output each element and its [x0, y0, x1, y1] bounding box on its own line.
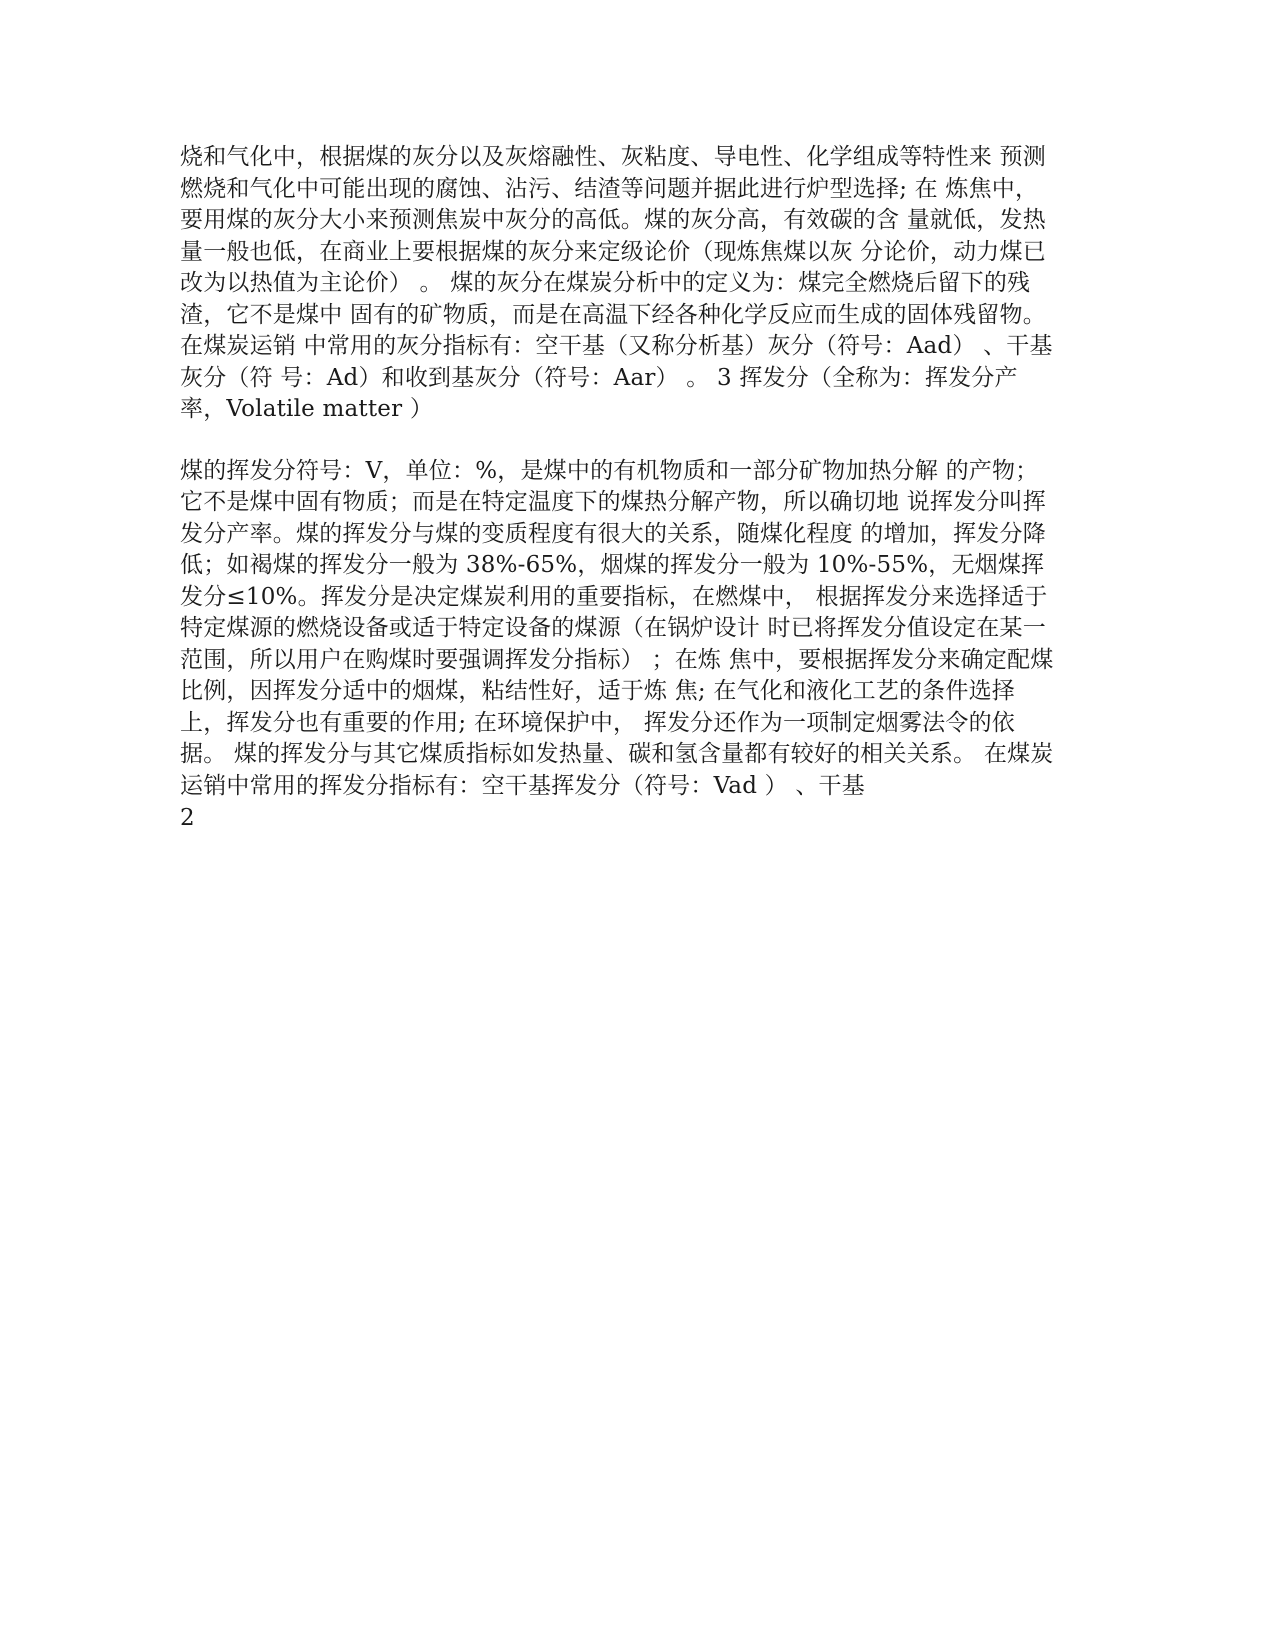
paragraph-ash-content: 烧和气化中，根据煤的灰分以及灰熔融性、灰粘度、导电性、化学组成等特性来 预测燃烧和气化中可能出现的腐蚀、沾污、结渣等问题并据此进行炉型选择; 在 炼焦中，要用煤的灰分大小来预测焦炭中灰分的高低。煤的灰分高，有效碳的含 量就低，发热量一般也低，在商业上要根据煤的灰分来定级论价（现炼焦煤以灰 分论价，动力煤已改为以热值为主论价） 。 煤的灰分在煤炭分析中的定义为：煤完全燃烧后留下的残渣，它不是煤中 固有的矿物质，而是在高温下经各种化学反应而生成的固体残留物。在煤炭运销 中常用的灰分指标有：空干基（又称分析基）灰分（符号：Aad） 、干基灰分（符 号：Ad）和收到基灰分（符号：Aar） 。 3 挥发分（全称为：挥发分产率，Volatile matter ） — [180, 144, 1053, 422]
paragraph-volatile-matter: 煤的挥发分符号：V，单位：%，是煤中的有机物质和一部分矿物加热分解 的产物；它不是煤中固有物质；而是在特定温度下的煤热分解产物，所以确切地 说挥发分叫挥发分产率。煤的挥发分与煤的变质程度有很大的关系，随煤化程度 的增加，挥发分降低；如褐煤的挥发分一般为 38%-65%，烟煤的挥发分一般为 10%-55%，无烟煤挥发分≤10%。挥发分是决定煤炭利用的重要指标，在燃煤中， 根据挥发分来选择适于特定煤源的燃烧设备或适于特定设备的煤源（在锅炉设计 时已将挥发分值设定在某一范围，所以用户在购煤时要强调挥发分指标） ；在炼 焦中，要根据挥发分来确定配煤比例，因挥发分适中的烟煤，粘结性好，适于炼 焦; 在气化和液化工艺的条件选择上，挥发分也有重要的作用; 在环境保护中， 挥发分还作为一项制定烟雾法令的依据。 煤的挥发分与其它煤质指标如发热量、碳和氢含量都有较好的相关关系。 在煤炭运销中常用的挥发分指标有：空干基挥发分（符号：Vad ） 、干基 — [180, 457, 1054, 799]
page-number: 2 — [180, 805, 195, 831]
document-page — [180, 142, 1060, 835]
